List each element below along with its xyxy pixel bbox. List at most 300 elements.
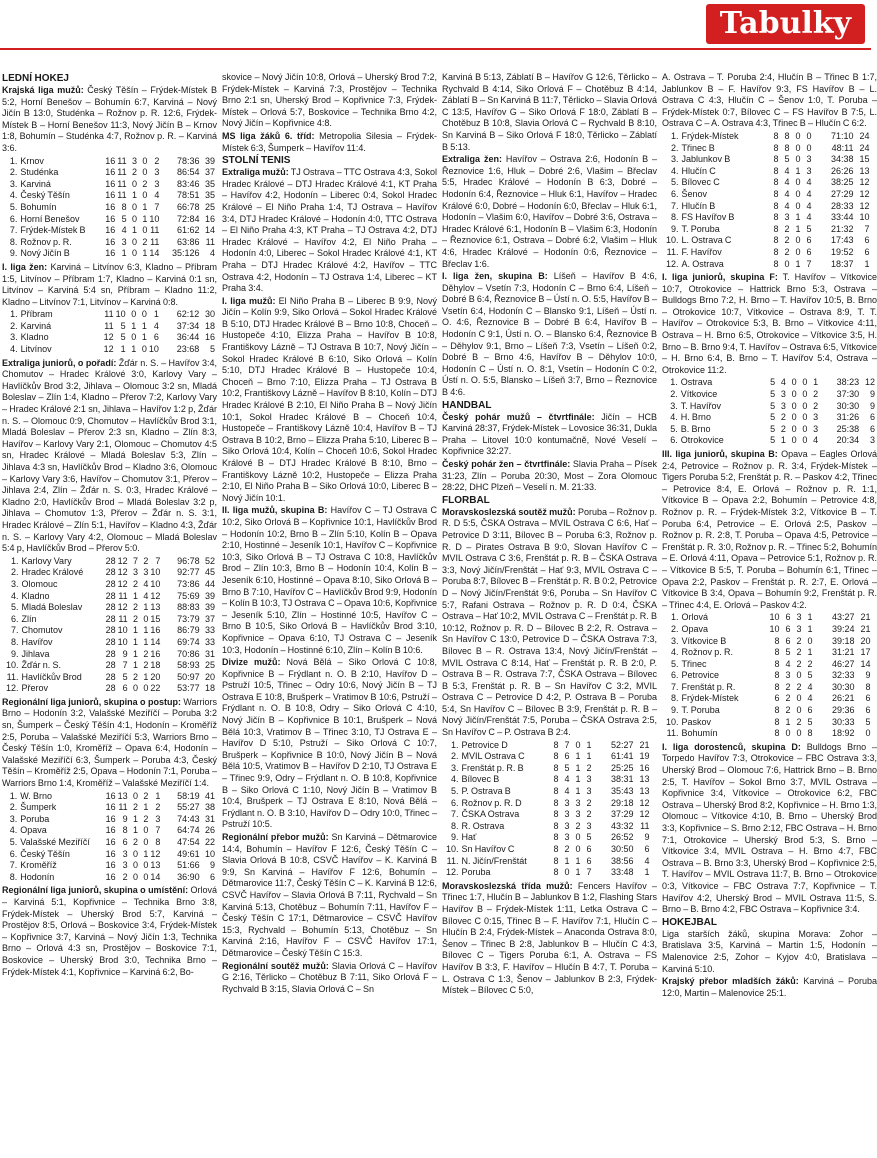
table-row <box>6 167 217 179</box>
stat-cell: 0 <box>791 423 797 434</box>
stat-cell: 2 <box>143 790 149 801</box>
results-paragraph <box>2 262 217 308</box>
stat-cell: 4 <box>784 200 790 211</box>
stat-cell: 2 <box>586 809 592 820</box>
stat-cell: 5 <box>785 647 791 658</box>
team-cell: Hlučín C <box>681 165 716 176</box>
team-cell: Mladá Boleslav <box>21 602 83 613</box>
team-cell: Kladno <box>21 590 50 601</box>
stat-cell: 3 <box>796 623 802 634</box>
stat-cell: 0 <box>143 683 149 694</box>
team-cell: Zlín <box>21 613 37 624</box>
stat-cell: 14 <box>150 636 161 647</box>
results-paragraph <box>662 272 877 376</box>
rank-cell: 9. <box>11 648 19 659</box>
stat-cell: 5 <box>122 671 128 682</box>
match-results: A. Ostrava – T. Poruba 2:4, Hlučín B – Třinec B 1:7, Jablunkov B – F. Havířov 9:3, FS Havířov B – L. Ostrava C 4:3, Hlučín C – Šenov 1:0, T. Poruba – Frýdek-Místek 0:7, Bílovec C – FS Havířov B 7:5, L. Ostrava C – A. Ostrava 4:3, Třinec B – Hlučín C 6:2. <box>662 72 877 129</box>
stat-cell: 2 <box>813 389 819 400</box>
table-row <box>666 659 873 671</box>
stat-cell: 5 <box>121 213 127 224</box>
points-cell: 26 <box>204 825 215 836</box>
table-row <box>446 774 652 786</box>
rank-cell: 1. <box>671 612 679 623</box>
stat-cell: 0 <box>784 258 790 269</box>
stat-cell: 6 <box>564 751 570 762</box>
table-row <box>446 786 652 798</box>
score-cell: 32:33 <box>832 670 855 681</box>
stat-cell: 28 <box>105 671 116 682</box>
team-cell: W. Brno <box>20 790 52 801</box>
stat-cell: 11 <box>150 236 160 247</box>
stat-cell: 3 <box>564 820 570 831</box>
rank-cell: 9. <box>451 832 459 843</box>
header-rule <box>0 48 871 50</box>
rank-cell: 1. <box>451 739 459 750</box>
rank-cell: 10. <box>6 660 19 671</box>
rank-cell: 5. <box>671 658 679 669</box>
table-row <box>6 214 217 226</box>
score-cell: 36:44 <box>176 332 200 343</box>
points-cell: 1 <box>864 258 870 269</box>
rank-cell: 3. <box>9 813 18 824</box>
stat-cell: 8 <box>773 223 779 234</box>
stat-cell: 4 <box>153 320 159 331</box>
match-results: Fencers Havířov – Třinec 1:7, Hlučín B – Jablunkov B 1:2, Flashing Stars Havířov B – Frýdek-Místek 1:11, Letka Ostrava C – Bílovec C 0:15, Třinec B – F. Havířov 7:1, Hlučín C – Hlučín B 2:4, Frýdek-Místek – Anaconda Ostrava 8:0, Šenov – Třinec B 2:8, Jablunkov B – Hlučín C 4:3, Bílovec C – Tigers Poruba 6:1, A. Ostrava – FS Havířov B 3:3, F. Havířov – Hlučín B 4:7, T. Poruba – L. Ostrava C 1:3, Šenov – Jablunkov B 2:3, Frýdek-Místek – Bílovec C 5:0, <box>442 880 657 996</box>
points-cell: 16 <box>204 213 215 224</box>
stat-cell: 4 <box>807 681 813 692</box>
points-cell: 38 <box>204 802 215 813</box>
rank-cell: 8. <box>451 820 459 831</box>
stat-cell: 1 <box>795 223 801 234</box>
points-cell: 9 <box>644 832 650 843</box>
rank-cell: 8. <box>11 636 19 647</box>
stat-cell: 2 <box>133 837 139 847</box>
stat-cell: 16 <box>105 201 116 212</box>
stat-cell: 1 <box>586 739 592 750</box>
table-row <box>666 636 873 648</box>
results-paragraph <box>662 742 877 916</box>
rank-cell: 1. <box>11 555 19 566</box>
team-cell: Šumperk <box>20 802 57 813</box>
stat-cell: 8 <box>121 201 127 212</box>
table-row <box>666 435 877 447</box>
match-results: Karviná – Poruba 12:0, Martin – Malenovice 25:1. <box>662 976 877 998</box>
stat-cell: 0 <box>802 435 808 446</box>
sport-heading: HANDBAL <box>442 399 492 411</box>
stat-cell: 1 <box>575 774 581 785</box>
rank-cell: 4. <box>10 344 18 355</box>
rank-cell: 10. <box>666 235 679 246</box>
stat-cell: 4 <box>784 177 790 188</box>
score-cell: 71:10 <box>830 130 854 141</box>
stat-cell: 0 <box>806 130 812 141</box>
competition-name: I. liga juniorů, skupina F: <box>662 272 778 283</box>
match-results: T. Havířov – Vítkovice 10:7, Otrokovice – Hattrick Brno 5:3, Ostrava – Bulldogs Brno 7:2, H. Brno – T. Havířov 10:5, B. Brno – Otrokovice 10:7, Vítkovice – Ostrava 8:9, T. T. Havířov – Otrokovice 5:3, B. Brno – Vítkovice 4:11, Ostrava – H. Brno 6:5, Otrokovice – Vítkovice 3:5, H. Brno – B. Brno 9:4, T. Havířov – Ostrava 6:5, Vítkovice – H. Brno 6:4, B. Brno – T. Havířov 5:4, Ostrava – Otrokovice 11:2. <box>662 272 877 375</box>
stat-cell: 1 <box>813 377 819 388</box>
team-cell: Sn Havířov C <box>461 844 515 854</box>
team-cell: Ostrava <box>680 377 713 388</box>
competition-name: I. liga žen: <box>2 261 48 272</box>
stat-cell: 7 <box>155 555 161 566</box>
stat-cell: 1 <box>807 623 813 634</box>
table-row <box>666 247 872 259</box>
table-row <box>6 567 217 579</box>
points-cell: 31 <box>204 813 215 824</box>
table-row <box>446 763 652 775</box>
stat-cell: 1 <box>564 855 570 866</box>
stat-cell: 0 <box>133 860 139 871</box>
score-cell: 53:77 <box>177 683 200 694</box>
score-cell: 28:33 <box>830 200 854 211</box>
table-row <box>446 856 652 868</box>
competition-name: I. liga žen, skupina B: <box>442 271 548 282</box>
stat-cell: 3 <box>155 813 161 824</box>
table-row <box>6 849 217 861</box>
match-results: Poruba – Rožnov p. R. D 5:5, ČSKA Ostrava – MVIL Ostrava C 6:6, Hať – Petrovice D 3:11, Bílovec B – Poruba 6:3, Rožnov p. R. D – Pirates Ostrava B 9:0, Slovan Havířov C – MVIL Ostrava C 3:6, Frenštát p. R. B – ČSKA Ostrava 3:3, Nový Jičín/Frenštát – Hať 9:3, MVIL Ostrava C – Poruba 8:7, Bílovec B – Frenštát p. R. B 0:2, Petrovice D – Nový Jičín/Frenštát 9:6, Poruba – Sn Havířov C 5:7, Rafani Ostrava – Rožnov p. R. D 0:4, ČSKA Ostrava – Hať 10:2, MVIL Ostrava C – Frenštát p. R. B 10:12, Rožnov p. R. D – Bílovec B 2:2, R. Ostrava – Sn Havířov C 13:0, Petrovice D – ČSKA Ostrava 7:3, Bílovec B – R. Ostrava 13:4, Nový Jičín/Frenštát – MVIL Ostrava C 8:14, Hať – Frenštát p. R. B 2:0, P. Ostrava B – R. Ostrava 7:7, ČSKA Ostrava – Bílovec B 5:3, Frenštát p. R. B – Sn Havířov C 3:2, MVIL Ostrava C – Petrovice D 4:2, P. Ostrava B – Poruba 5:4, Sn Havířov C – Bílovec B 3:9, Frenštát p. R. B – Nový Jičín/Frenštát 7:5, Poruba – ČSKA Ostrava 2:5, Sn Havířov C – P. Ostrava B 2:4. <box>442 506 657 738</box>
stat-cell: 2 <box>143 660 149 671</box>
stat-cell: 5 <box>120 332 126 343</box>
stat-cell: 0 <box>143 837 149 847</box>
competition-name: Moravskoslezská soutěž mužů: <box>442 506 576 517</box>
stat-cell: 3 <box>796 612 802 623</box>
table-row <box>666 143 872 155</box>
results-paragraph <box>222 657 437 831</box>
results-paragraph <box>222 167 437 295</box>
score-cell: 51:66 <box>177 860 200 871</box>
table-row <box>446 867 652 879</box>
team-cell: Valašské Meziříčí <box>20 837 90 847</box>
rank-cell: 2. <box>451 751 459 762</box>
rank-cell: 4. <box>11 590 19 601</box>
score-cell: 63:86 <box>177 236 200 247</box>
team-cell: Jihlava <box>21 648 50 659</box>
stat-cell: 4 <box>143 590 149 601</box>
stat-cell: 3 <box>564 809 570 820</box>
score-cell: 92:77 <box>177 567 200 578</box>
points-cell: 41 <box>204 790 215 801</box>
stat-cell: 0 <box>795 177 801 188</box>
points-cell: 4 <box>209 248 215 259</box>
points-cell: 6 <box>869 412 875 423</box>
stat-cell: 1 <box>575 855 581 866</box>
standings-table <box>666 612 873 740</box>
team-cell: Petrovice D <box>461 739 508 750</box>
stat-cell: 28 <box>105 590 116 601</box>
rank-cell: 3. <box>671 635 679 646</box>
stat-cell: 6 <box>586 855 592 866</box>
match-results: TJ Ostrava – TTC Ostrava 4:3, Sokol Hradec Králové – DTJ Hradec Králové 4:1, KT Praha – Havířov 4:2, Hodonín – Liberec 0:4, Sokol Hradec Králové – El Niño Praha 1:4, TJ Ostrava – Havířov 3:4, DTJ Hradec Králové – Hodonín 4:0, TTC Ostrava – El Niño Praha 4:3, KT Praha – TJ Ostrava 4:2, DTJ Hradec Králové – Havířov 4:2, El Niño Praha – Hodonín 4:0, Liberec – Sokol Hradec Králové 4:1, KT Praha – DTJ Hradec Králové 4:2, Havířov – TTC Ostrava 4:2, Hodonín – TJ Ostrava 1:4, Liberec – KT Praha 3:4. <box>222 167 437 294</box>
team-cell: T. Poruba <box>681 705 720 716</box>
stat-cell: 3 <box>575 797 581 808</box>
stat-cell: 1 <box>133 648 139 659</box>
stat-cell: 3 <box>780 389 786 400</box>
competition-name: Regionální liga juniorů, skupina o umístění: <box>2 885 189 896</box>
stat-cell: 2 <box>813 400 819 411</box>
stat-cell: 11 <box>118 613 128 624</box>
team-cell: Frenštát p. R. <box>681 681 736 692</box>
stat-cell: 0 <box>133 848 139 859</box>
stat-cell: 3 <box>564 832 570 843</box>
rank-cell: 3. <box>451 762 459 773</box>
stat-cell: 2 <box>133 802 139 813</box>
table-row <box>666 624 873 636</box>
stat-cell: 0 <box>575 832 581 843</box>
team-cell: Bohumín <box>20 201 57 212</box>
stat-cell: 1 <box>143 636 149 647</box>
score-cell: 31:21 <box>832 647 855 658</box>
team-cell: B. Brno <box>680 423 711 434</box>
stat-cell: 2 <box>796 635 802 646</box>
rank-cell: 4. <box>9 190 18 201</box>
stat-cell: 8 <box>553 797 559 808</box>
competition-name: Krajský přebor mladších žáků: <box>662 976 799 987</box>
stat-cell: 8 <box>553 762 559 773</box>
results-paragraph <box>662 449 877 611</box>
team-cell: Třinec B <box>681 142 715 153</box>
stat-cell: 1 <box>785 716 791 727</box>
points-cell: 11 <box>640 820 650 831</box>
points-cell: 6 <box>864 235 870 246</box>
score-cell: 86:54 <box>177 167 200 178</box>
stat-cell: 16 <box>105 190 116 201</box>
rank-cell: 6. <box>11 613 19 624</box>
match-results: skovice – Nový Jičín 10:8, Orlová – Uherský Brod 7:2, Frýdek-Místek – Karviná 7:3, Prostějov – Technika Brno 2:1 sn, Uherský Brod – Kopřivnice 7:3, Frýdek-Místek – Orlová 5:7, Boskovice – Technika Brno 4:2, Nový Jičín – Kopřivnice 4:8. <box>222 72 437 129</box>
match-results: Karviná B 5:13, Záblatí B – Havířov G 12:6, Těrlicko – Rychvald B 4:14, Siko Orlová F – Chotěbuz B 4:14, Záblatí B – Sn Karviná B 11:7, Těrlicko – Slavia Orlová C 13:5, Havířov G – Siko Orlová F 18:0, Záblatí B – Chotěbuz B 10:8, Slavia Orlová C – Rychvald B 8:10, Sn Karviná B – Siko Orlová F 18:0, Těrlicko – Záblatí B 5:13. <box>442 72 657 152</box>
points-cell: 35 <box>204 190 215 201</box>
score-cell: 73:86 <box>177 578 200 589</box>
stat-cell: 0 <box>802 412 808 423</box>
stat-cell: 6 <box>774 693 780 704</box>
stat-cell: 5 <box>784 154 790 165</box>
stat-cell: 11 <box>117 155 127 166</box>
table-row <box>666 389 877 401</box>
rank-cell: 6. <box>671 188 679 199</box>
stat-cell: 0 <box>795 246 801 257</box>
score-cell: 30:33 <box>832 716 855 727</box>
table-row <box>666 717 873 729</box>
team-cell: Bohumín <box>681 728 718 739</box>
standings-table <box>666 377 877 447</box>
stat-cell: 5 <box>564 762 570 773</box>
stat-cell: 12 <box>150 848 161 859</box>
points-cell: 21 <box>860 612 871 623</box>
points-cell: 12 <box>639 809 650 820</box>
stat-cell: 11 <box>117 167 127 178</box>
table-row <box>6 837 217 849</box>
points-cell: 12 <box>859 200 870 211</box>
points-cell: 6 <box>865 693 871 704</box>
team-cell: Opava <box>681 623 709 634</box>
table-row <box>6 237 217 249</box>
rank-cell: 4. <box>671 647 679 658</box>
match-results: Metropolia Silesia – Frýdek-Místek 6:3, Šumperk – Havířov 11:4. <box>222 130 437 153</box>
table-row <box>6 179 217 191</box>
points-cell: 24 <box>859 142 870 153</box>
stat-cell: 1 <box>575 786 581 797</box>
stat-cell: 2 <box>133 578 139 589</box>
stat-cell: 8 <box>774 705 780 716</box>
score-cell: 55:27 <box>177 802 200 813</box>
stat-cell: 8 <box>553 855 559 866</box>
score-cell: 72:84 <box>177 213 200 224</box>
results-paragraph <box>662 976 877 999</box>
stat-cell: 5 <box>770 400 776 411</box>
team-cell: H. Brno <box>680 412 711 423</box>
stat-cell: 12 <box>117 567 128 578</box>
stat-cell: 5 <box>770 435 776 446</box>
stat-cell: 1 <box>131 225 137 236</box>
points-cell: 3 <box>869 435 875 446</box>
stat-cell: 8 <box>553 786 559 797</box>
team-cell: Litvínov <box>20 344 52 355</box>
sport-heading: LEDNÍ HOKEJ <box>2 73 69 84</box>
stat-cell: 8 <box>553 774 559 785</box>
stat-cell: 16 <box>150 625 161 636</box>
standings-table <box>6 309 217 355</box>
points-cell: 24 <box>859 130 870 141</box>
points-cell: 5 <box>865 716 871 727</box>
stat-cell: 14 <box>149 248 160 259</box>
match-results: Jičín – HCB Karviná 28:37, Frýdek-Místek – Lovosice 36:31, Dukla Praha – Litovel 10:0 kontumačně, Nové Veselí – Kopřivnice 32:27. <box>442 411 657 457</box>
stat-cell: 1 <box>142 248 148 259</box>
competition-name: Český pohár mužů – čtvrtfinále: <box>442 411 595 422</box>
stat-cell: 8 <box>553 809 559 820</box>
team-cell: Hať <box>461 832 477 843</box>
points-cell: 13 <box>639 786 650 797</box>
table-row <box>6 309 217 321</box>
stat-cell: 22 <box>150 683 161 694</box>
stat-cell: 1 <box>143 802 149 813</box>
stat-cell: 2 <box>796 658 802 669</box>
stat-cell: 8 <box>773 177 779 188</box>
stat-cell: 16 <box>105 155 116 166</box>
team-cell: Šenov <box>681 188 708 199</box>
table-row <box>6 637 217 649</box>
stat-cell: 13 <box>150 860 161 871</box>
stat-cell: 0 <box>785 728 791 739</box>
team-cell: Karviná <box>20 178 51 189</box>
rank-cell: 1. <box>671 130 679 141</box>
match-results: Líšeň – Havířov B 4:6, Děhylov – Vsetín 7:3, Hodonín C – Brno 6:4, Líšeň – Dobré B 6:4, Řeznovice B – Ústí n. O. 5:5, Havířov B – Vsetín 6:4, Hodonín C – Blansko 9:1, Líšeň – Ústí n. O. 4:6, Řeznovice B – Dobré B 6:4, Havířov B – Hodonín C 9:1, Ústí n. O. – Blansko 6:4, Řeznovice B – Děhylov 9:1, Brno – Líšeň 7:3, Vsetín – Líšeň 0:2, Dobré B – Brno 4:6, Havířov B – Děhylov 10:0, Hodonín C – Ústí n. O. 8:1, Vsetín – Hodonín C 0:2, Ústí n. O. 5:5, Blansko – Líšeň 3:7, Brno – Řeznovice B 4:6. <box>442 271 657 398</box>
stat-cell: 1 <box>142 201 148 212</box>
stat-cell: 14 <box>150 871 161 882</box>
stat-cell: 1 <box>120 344 126 355</box>
score-cell: 61:41 <box>610 751 634 762</box>
points-cell: 8 <box>865 681 871 692</box>
stat-cell: 16 <box>150 648 161 659</box>
stat-cell: 1 <box>586 751 592 762</box>
table-row <box>666 166 872 178</box>
score-cell: 43:32 <box>610 820 634 831</box>
stat-cell: 8 <box>553 751 559 762</box>
sport-heading: FLORBAL <box>442 494 490 506</box>
stat-cell: 1 <box>807 647 813 658</box>
table-row <box>446 751 652 763</box>
stat-cell: 2 <box>142 178 148 189</box>
stat-cell: 5 <box>807 670 813 681</box>
points-cell: 20 <box>204 671 215 682</box>
standings-table <box>6 556 217 695</box>
table-row <box>666 131 872 143</box>
score-cell: 39:18 <box>832 635 855 646</box>
rank-cell: 1. <box>670 377 678 388</box>
stat-cell: 5 <box>806 223 812 234</box>
rank-cell: 11. <box>666 728 679 739</box>
score-cell: 31:26 <box>836 412 860 423</box>
table-row <box>6 672 217 684</box>
table-row <box>6 591 217 603</box>
results-paragraph <box>442 459 657 494</box>
score-cell: 19:52 <box>830 246 854 257</box>
table-row <box>6 660 217 672</box>
score-cell: 37:29 <box>610 809 634 820</box>
rank-cell: 1. <box>9 790 18 801</box>
stat-cell: 7 <box>564 739 570 750</box>
team-cell: Horní Benešov <box>20 213 80 224</box>
stat-cell: 8 <box>774 681 780 692</box>
table-row <box>6 791 217 803</box>
rank-cell: 2. <box>9 167 18 178</box>
stat-cell: 4 <box>806 212 812 223</box>
stat-cell: 0 <box>141 344 147 355</box>
table-row <box>6 190 217 202</box>
stat-cell: 0 <box>143 871 149 882</box>
competition-name: Extraliga juniorů, o pořadí: <box>2 357 117 368</box>
score-cell: 78:51 <box>177 190 200 201</box>
stat-cell: 3 <box>586 786 592 797</box>
rank-cell: 5. <box>451 786 459 797</box>
stat-cell: 1 <box>133 660 139 671</box>
rank-cell: 3. <box>670 400 678 411</box>
rank-cell: 5. <box>11 602 19 613</box>
table-row <box>666 670 873 682</box>
table-row <box>6 344 217 356</box>
stat-cell: 12 <box>117 555 128 566</box>
score-cell: 36:90 <box>177 871 200 882</box>
stat-cell: 16 <box>105 236 116 247</box>
stat-cell: 16 <box>105 837 116 847</box>
points-cell: 21 <box>860 623 871 634</box>
points-cell: 12 <box>639 797 650 808</box>
points-cell: 1 <box>644 867 650 878</box>
stat-cell: 8 <box>807 728 813 739</box>
points-cell: 6 <box>869 423 875 434</box>
results-paragraph <box>2 885 217 978</box>
results-paragraph <box>442 154 657 270</box>
team-cell: Rožnov p. R. <box>20 236 72 247</box>
table-row <box>666 647 873 659</box>
match-results: Slavia Orlová C – Havířov G 2:16, Těrlicko – Chotěbuz B 7:11, Siko Orlová F – Rychvald B 3:15, Slavia Orlová C – Sn <box>222 960 437 994</box>
stat-cell: 10 <box>150 578 161 589</box>
stat-cell: 4 <box>121 225 127 236</box>
points-cell: 22 <box>204 837 215 847</box>
points-cell: 5 <box>209 344 215 355</box>
competition-name: Divize mužů: <box>222 657 281 668</box>
rank-cell: 4. <box>451 774 459 785</box>
stat-cell: 16 <box>105 248 116 259</box>
score-cell: 18:37 <box>830 258 854 269</box>
score-cell: 75:69 <box>177 590 200 601</box>
points-cell: 14 <box>204 225 215 236</box>
stat-cell: 1 <box>143 602 149 613</box>
points-cell: 25 <box>204 660 215 671</box>
score-cell: 73:79 <box>177 613 200 624</box>
stat-cell: 0 <box>791 435 797 446</box>
stat-cell: 13 <box>117 790 128 801</box>
team-cell: Havlíčkův Brod <box>21 671 82 682</box>
team-cell: Kladno <box>20 332 49 343</box>
rank-cell: 10. <box>666 716 679 727</box>
